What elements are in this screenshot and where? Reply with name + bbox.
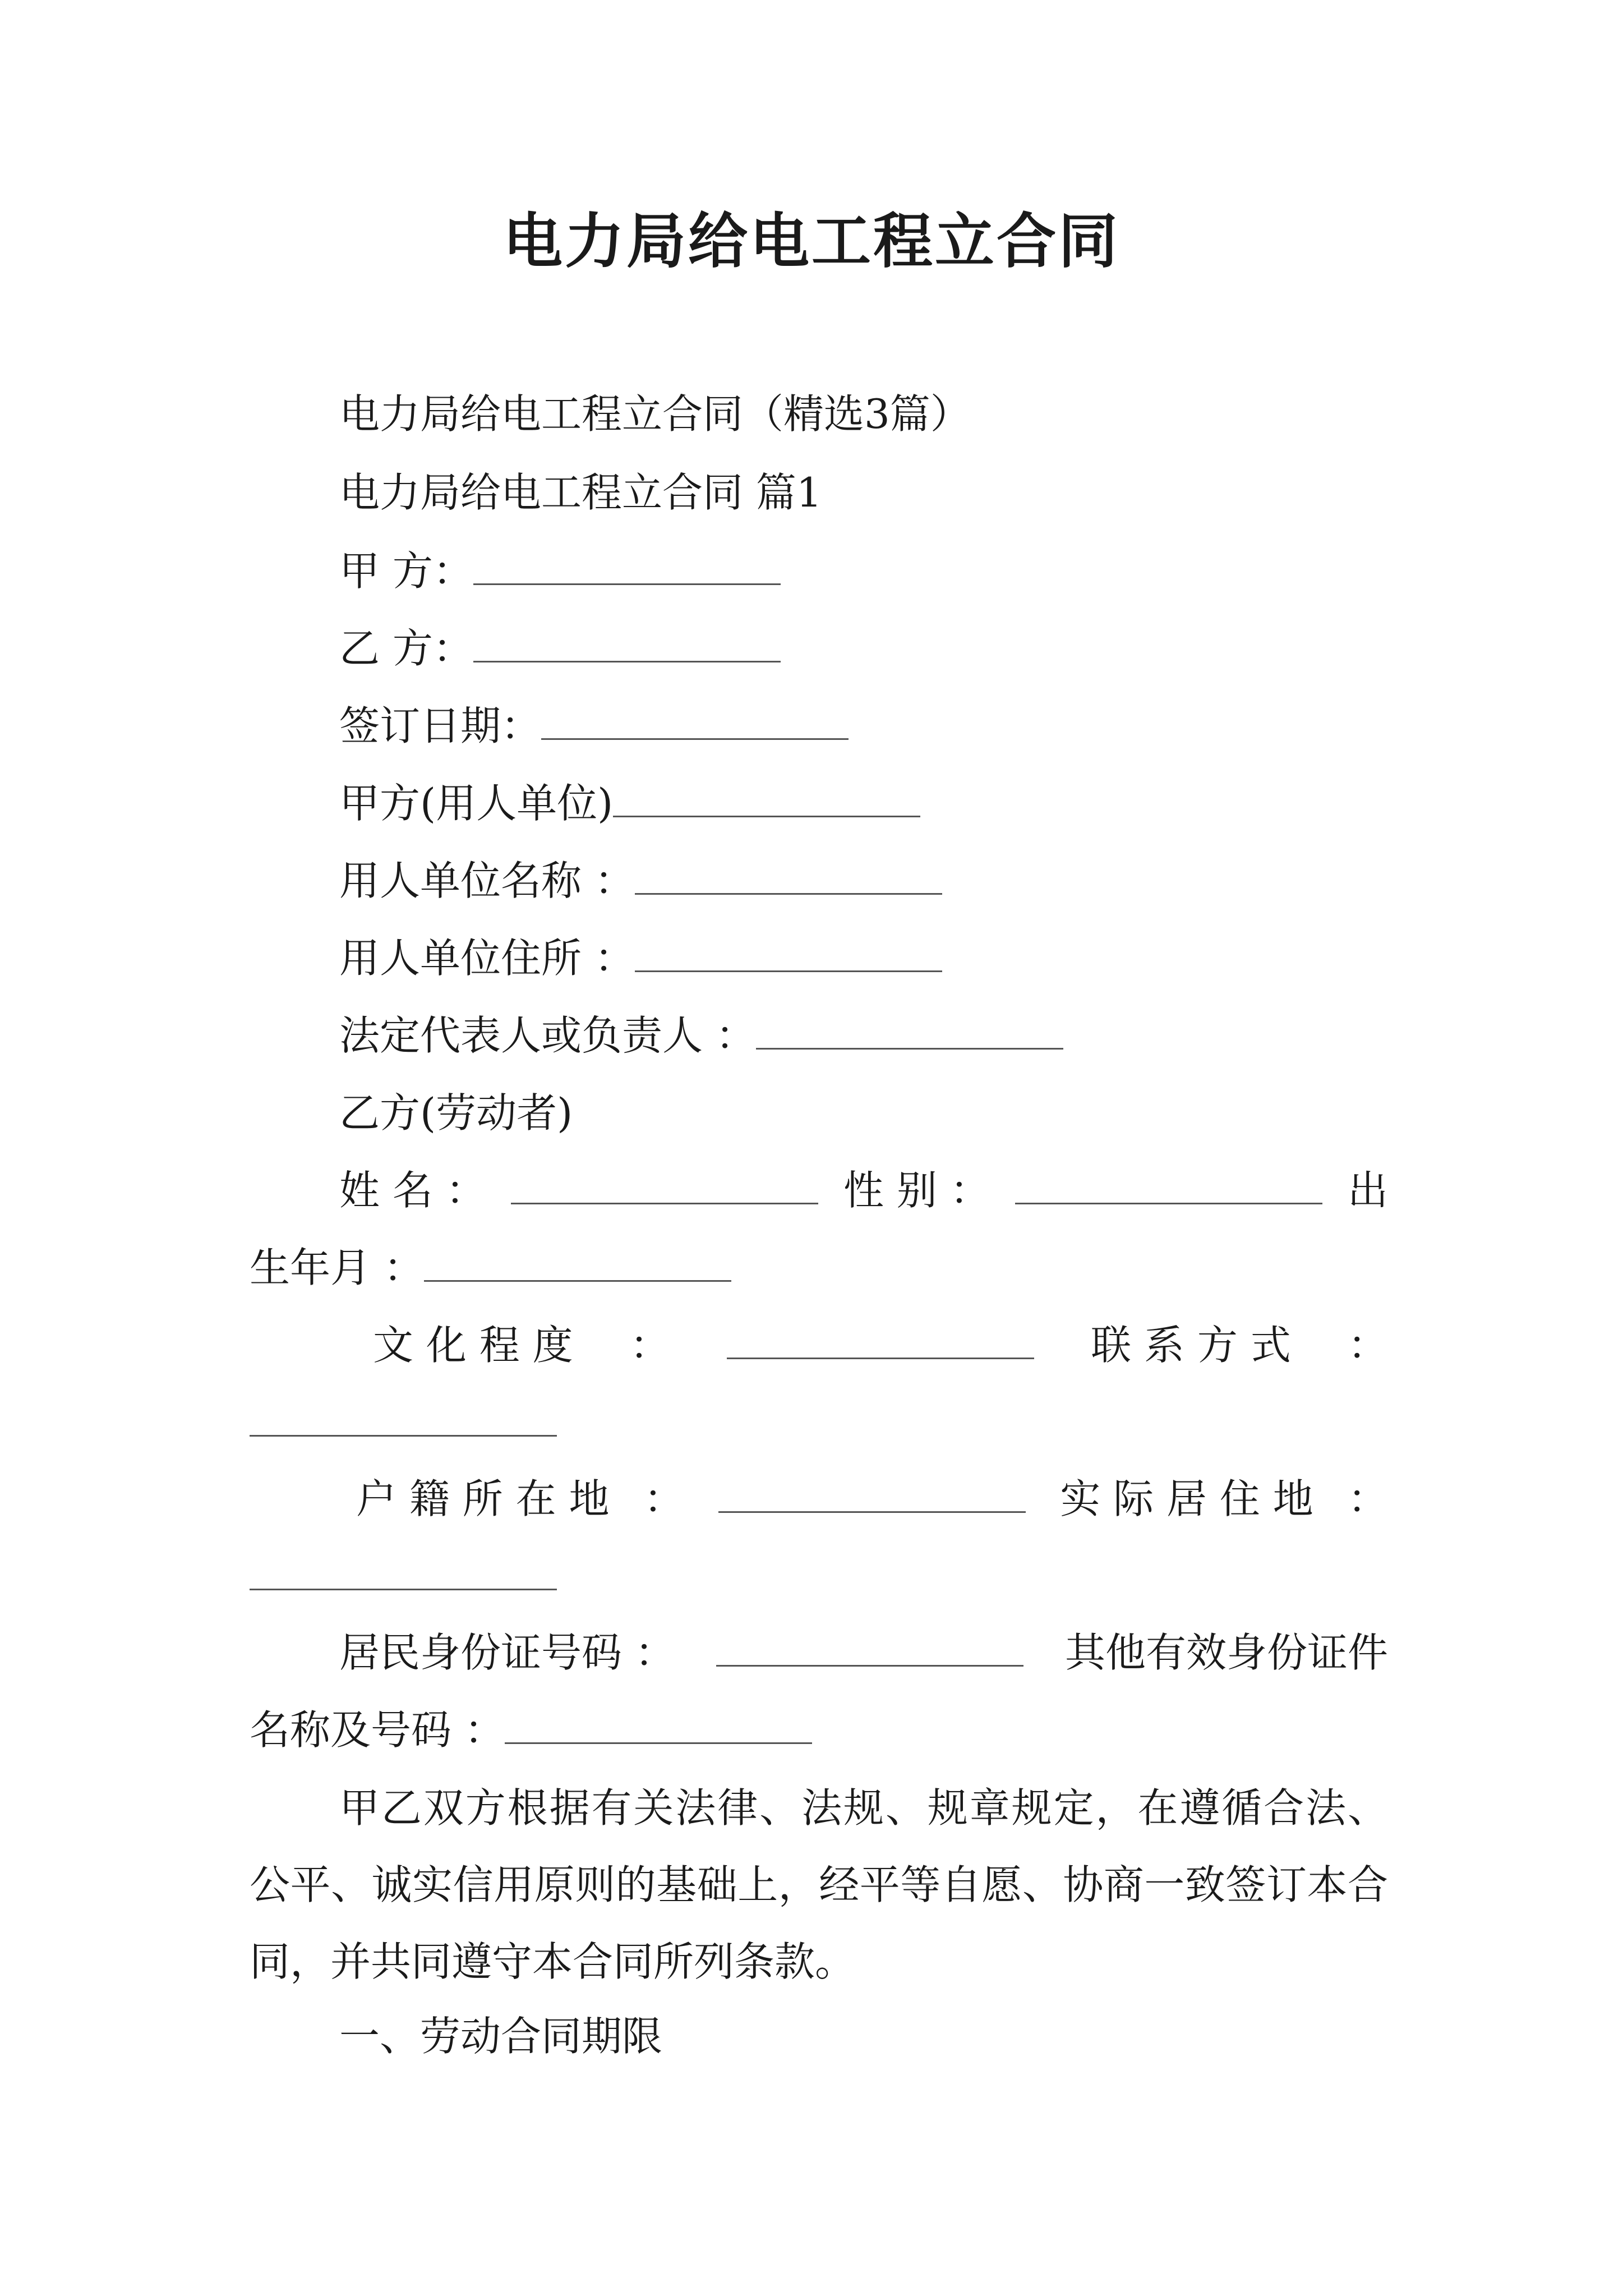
other-id-label-start: 其他有效身份证件 [1064,1629,1388,1676]
other-id-line [250,1703,812,1757]
id-number-line [339,1626,1388,1680]
other-id-label-end: 名称及号码 ： [250,1706,505,1754]
id-number-label: 居民身份证号码 ： [339,1629,675,1676]
education-label: 文 化 程 度 [373,1322,573,1369]
employer-header-label: 甲方(用人单位) [339,780,614,827]
education-colon: ： [629,1322,670,1369]
name-blank[interactable] [511,1163,818,1204]
party-a-blank[interactable] [473,544,781,585]
gender-blank[interactable] [1015,1163,1322,1204]
household-residence-line [356,1472,1388,1526]
name-label: 姓 名 ： [339,1167,486,1214]
contact-blank[interactable] [250,1435,557,1437]
party-a-line [339,544,781,598]
section-heading: 电力局给电工程立合同 篇1 [339,469,822,516]
residence-blank[interactable] [250,1589,557,1590]
party-b-blank[interactable] [473,622,781,662]
clause-1-heading: 一、劳动合同期限 [339,2013,663,2060]
sign-date-blank[interactable] [541,699,849,740]
gender-label: 性 别 ： [843,1167,990,1214]
household-colon: ： [643,1475,684,1522]
employer-name-line [339,854,942,908]
birth-label-end: 生年月 ： [250,1244,424,1291]
legal-rep-label: 法定代表人或负责人 ： [339,1012,756,1059]
education-blank[interactable] [727,1318,1034,1359]
employer-name-label: 用人单位名称 ： [339,857,635,904]
party-b-line [339,622,781,675]
birth-label-start: 出 [1347,1167,1388,1214]
education-contact-line [373,1318,1388,1372]
id-number-blank[interactable] [716,1626,1023,1667]
residence-label: 实 际 居 住 地 [1060,1475,1313,1522]
sign-date-line [339,699,849,753]
employer-header-line [339,776,920,830]
name-gender-line [339,1163,1388,1217]
household-label: 户 籍 所 在 地 [356,1475,610,1522]
document-subtitle: 电力局给电工程立合同（精选3篇） [339,390,971,438]
household-blank[interactable] [718,1472,1026,1513]
agreement-paragraph: 甲乙双方根据有关法律、法规、规章规定，在遵循合法、公平、诚实信用原则的基础上，经平等自愿、协商一致签订本合同，并共同遵守本合同所列条款。 [250,1784,1388,1985]
employer-address-blank[interactable] [635,931,942,972]
birth-blank[interactable] [424,1241,731,1282]
other-id-blank[interactable] [505,1703,812,1744]
document-title: 电力局给电工程立合同 [503,206,1120,276]
contact-colon: ： [1347,1322,1388,1369]
employee-header: 乙方(劳动者) [339,1089,573,1137]
contact-label: 联 系 方 式 [1091,1322,1291,1369]
party-b-label: 乙 方： [339,625,473,672]
employer-name-blank[interactable] [635,854,942,895]
legal-rep-blank[interactable] [756,1009,1063,1050]
employer-address-label: 用人单位住所 ： [339,935,635,982]
legal-rep-line [339,1009,1063,1062]
employer-address-line [339,931,942,985]
party-a-label: 甲 方： [339,547,473,595]
residence-colon: ： [1347,1475,1388,1522]
sign-date-label: 签订日期： [339,702,542,749]
birth-line [250,1241,731,1295]
employer-header-blank[interactable] [613,776,920,817]
